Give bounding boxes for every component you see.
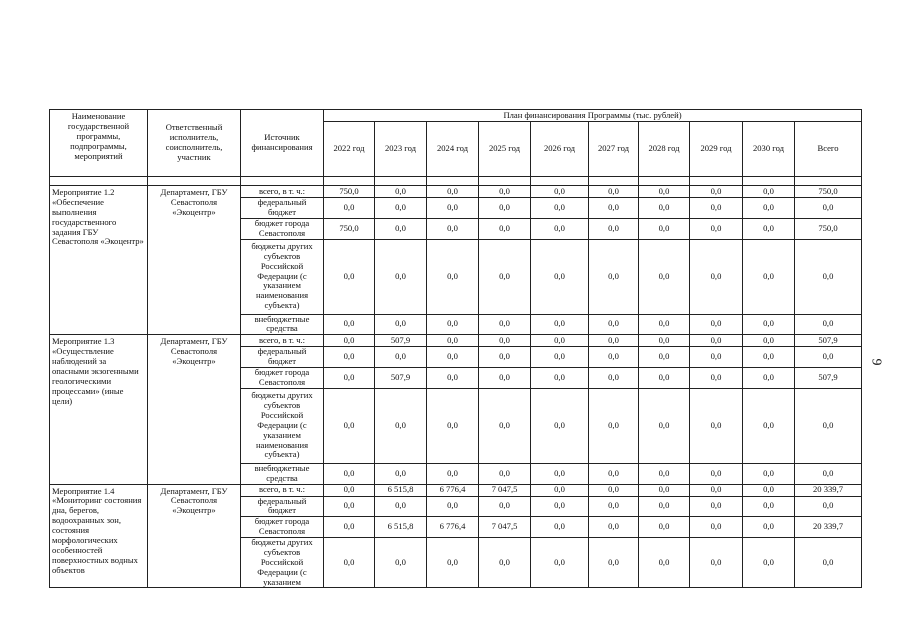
year-value: 0,0 [743,218,795,239]
year-value: 0,0 [531,314,589,335]
year-value: 0,0 [639,538,690,588]
year-value: 0,0 [531,484,589,496]
year-value: 0,0 [589,239,639,314]
year-value: 0,0 [375,218,427,239]
year-value: 0,0 [743,484,795,496]
year-value: 0,0 [531,335,589,347]
year-value: 0,0 [427,368,479,389]
year-value: 0,0 [479,463,531,484]
header-responsible: Ответственный исполнитель, соисполнитель, участник [148,110,241,177]
year-value: 0,0 [639,517,690,538]
year-value: 0,0 [589,484,639,496]
year-value: 750,0 [324,218,375,239]
year-value: 0,0 [324,463,375,484]
total-value: 0,0 [795,463,862,484]
year-value: 0,0 [375,538,427,588]
total-value: 0,0 [795,496,862,517]
measure-responsible: Департамент, ГБУ Севастополя «Экоцентр» [148,484,241,588]
year-value: 0,0 [479,496,531,517]
year-value: 0,0 [427,538,479,588]
year-value: 0,0 [690,538,743,588]
year-value: 0,0 [479,538,531,588]
year-value: 0,0 [479,314,531,335]
year-value: 0,0 [639,388,690,463]
year-value: 0,0 [589,388,639,463]
funding-source: всего, в т. ч.: [241,186,324,198]
year-value: 0,0 [589,347,639,368]
measure-name: Мероприятие 1.2 «Обеспечение выполнения государственного задания ГБУ Севастополя «Экоцентр» [50,186,148,335]
year-value: 6 776,4 [427,484,479,496]
total-value: 0,0 [795,388,862,463]
total-value: 0,0 [795,314,862,335]
year-value: 0,0 [639,314,690,335]
year-value: 6 776,4 [427,517,479,538]
year-value: 0,0 [639,496,690,517]
year-value: 0,0 [589,496,639,517]
total-value: 750,0 [795,218,862,239]
header-row-1 [50,110,862,122]
year-value: 0,0 [690,186,743,198]
funding-source: бюджет города Севастополя [241,368,324,389]
total-value: 0,0 [795,538,862,588]
year-value: 0,0 [639,198,690,219]
year-value: 7 047,5 [479,517,531,538]
year-value: 0,0 [743,335,795,347]
year-value: 0,0 [324,517,375,538]
table-row [50,484,862,496]
year-value: 0,0 [690,368,743,389]
year-value: 0,0 [375,198,427,219]
year-value: 0,0 [690,388,743,463]
year-value: 0,0 [427,186,479,198]
year-value: 0,0 [743,388,795,463]
year-value: 0,0 [479,368,531,389]
year-value: 0,0 [690,347,743,368]
year-value: 0,0 [479,347,531,368]
year-value: 0,0 [324,347,375,368]
funding-source: всего, в т. ч.: [241,335,324,347]
spacer-row [50,177,862,186]
total-value: 0,0 [795,198,862,219]
year-value: 0,0 [531,347,589,368]
year-value: 0,0 [324,388,375,463]
year-value: 0,0 [589,538,639,588]
year-value: 0,0 [479,198,531,219]
header-year: 2027 год [589,122,639,177]
funding-source: федеральный бюджет [241,496,324,517]
header-year: 2030 год [743,122,795,177]
year-value: 0,0 [479,239,531,314]
funding-source: бюджеты других субъектов Российской Федерации (с указанием наименования субъекта) [241,239,324,314]
year-value: 0,0 [375,496,427,517]
year-value: 0,0 [639,239,690,314]
year-value: 0,0 [324,368,375,389]
total-value: 20 339,7 [795,484,862,496]
year-value: 0,0 [324,198,375,219]
year-value: 0,0 [479,186,531,198]
year-value: 0,0 [639,368,690,389]
year-value: 0,0 [639,186,690,198]
year-value: 0,0 [531,186,589,198]
year-value: 0,0 [531,388,589,463]
table-row [50,335,862,347]
funding-source: внебюджетные средства [241,314,324,335]
year-value: 0,0 [589,198,639,219]
year-value: 0,0 [743,347,795,368]
year-value: 0,0 [589,218,639,239]
year-value: 0,0 [427,218,479,239]
year-value: 0,0 [743,368,795,389]
funding-source: всего, в т. ч.: [241,484,324,496]
year-value: 0,0 [427,388,479,463]
year-value: 0,0 [531,368,589,389]
year-value: 6 515,8 [375,517,427,538]
year-value: 0,0 [531,538,589,588]
year-value: 0,0 [531,218,589,239]
header-year: 2022 год [324,122,375,177]
year-value: 0,0 [743,538,795,588]
year-value: 0,0 [427,496,479,517]
year-value: 0,0 [639,218,690,239]
year-value: 0,0 [375,388,427,463]
year-value: 0,0 [639,463,690,484]
year-value: 0,0 [324,335,375,347]
measure-name: Мероприятие 1.4 «Мониторинг состояния дна, берегов, водоохранных зон, состояния морфологических особенностей поверхностных водных объектов [50,484,148,588]
year-value: 0,0 [690,218,743,239]
year-value: 750,0 [324,186,375,198]
measure-responsible: Департамент, ГБУ Севастополя «Экоцентр» [148,335,241,484]
year-value: 0,0 [427,239,479,314]
page-number: 9 [868,358,884,366]
year-value: 0,0 [427,463,479,484]
year-value: 0,0 [427,335,479,347]
year-value: 0,0 [690,314,743,335]
year-value: 0,0 [531,463,589,484]
year-value: 0,0 [690,239,743,314]
header-name: Наименование государственной программы, подпрограммы, мероприятий [50,110,148,177]
year-value: 0,0 [639,335,690,347]
measure-name: Мероприятие 1.3 «Осуществление наблюдений за опасными экзогенными геологическими процессами» (иные цели) [50,335,148,484]
year-value: 0,0 [690,484,743,496]
year-value: 0,0 [743,186,795,198]
funding-source: бюджет города Севастополя [241,218,324,239]
year-value: 0,0 [427,198,479,219]
financing-table [49,109,862,588]
header-total: Всего [795,122,862,177]
year-value: 0,0 [479,335,531,347]
year-value: 0,0 [743,496,795,517]
year-value: 0,0 [639,347,690,368]
year-value: 0,0 [427,347,479,368]
year-value: 6 515,8 [375,484,427,496]
year-value: 0,0 [427,314,479,335]
total-value: 0,0 [795,239,862,314]
funding-source: бюджет города Севастополя [241,517,324,538]
year-value: 0,0 [479,388,531,463]
year-value: 0,0 [743,463,795,484]
year-value: 0,0 [375,186,427,198]
header-year: 2023 год [375,122,427,177]
total-value: 750,0 [795,186,862,198]
year-value: 0,0 [589,186,639,198]
year-value: 0,0 [324,538,375,588]
year-value: 0,0 [531,496,589,517]
year-value: 0,0 [531,239,589,314]
header-year: 2028 год [639,122,690,177]
year-value: 0,0 [375,463,427,484]
year-value: 0,0 [690,496,743,517]
header-plan-title: План финансирования Программы (тыс. рублей) [324,110,862,122]
funding-source: федеральный бюджет [241,198,324,219]
header-year: 2024 год [427,122,479,177]
year-value: 0,0 [743,239,795,314]
year-value: 0,0 [324,239,375,314]
funding-source: бюджеты других субъектов Российской Федерации (с указанием наименования субъекта) [241,388,324,463]
table-row [50,186,862,198]
year-value: 7 047,5 [479,484,531,496]
year-value: 0,0 [690,517,743,538]
header-source: Источник финансирования [241,110,324,177]
year-value: 0,0 [690,335,743,347]
year-value: 0,0 [589,368,639,389]
year-value: 0,0 [531,517,589,538]
year-value: 0,0 [743,198,795,219]
total-value: 507,9 [795,368,862,389]
measure-responsible: Департамент, ГБУ Севастополя «Экоцентр» [148,186,241,335]
year-value: 0,0 [589,314,639,335]
year-value: 0,0 [589,463,639,484]
total-value: 20 339,7 [795,517,862,538]
year-value: 0,0 [375,347,427,368]
year-value: 0,0 [743,517,795,538]
year-value: 0,0 [375,314,427,335]
header-year: 2029 год [690,122,743,177]
year-value: 0,0 [324,484,375,496]
total-value: 0,0 [795,347,862,368]
year-value: 0,0 [690,198,743,219]
year-value: 0,0 [479,218,531,239]
year-value: 507,9 [375,368,427,389]
year-value: 0,0 [589,335,639,347]
header-year: 2026 год [531,122,589,177]
year-value: 0,0 [375,239,427,314]
year-value: 0,0 [589,517,639,538]
year-value: 0,0 [639,484,690,496]
year-value: 0,0 [531,198,589,219]
year-value: 0,0 [743,314,795,335]
year-value: 0,0 [324,314,375,335]
year-value: 0,0 [324,496,375,517]
funding-source: бюджеты других субъектов Российской Федерации (с указанием [241,538,324,588]
year-value: 507,9 [375,335,427,347]
funding-source: федеральный бюджет [241,347,324,368]
year-value: 0,0 [690,463,743,484]
total-value: 507,9 [795,335,862,347]
header-year: 2025 год [479,122,531,177]
funding-source: внебюджетные средства [241,463,324,484]
